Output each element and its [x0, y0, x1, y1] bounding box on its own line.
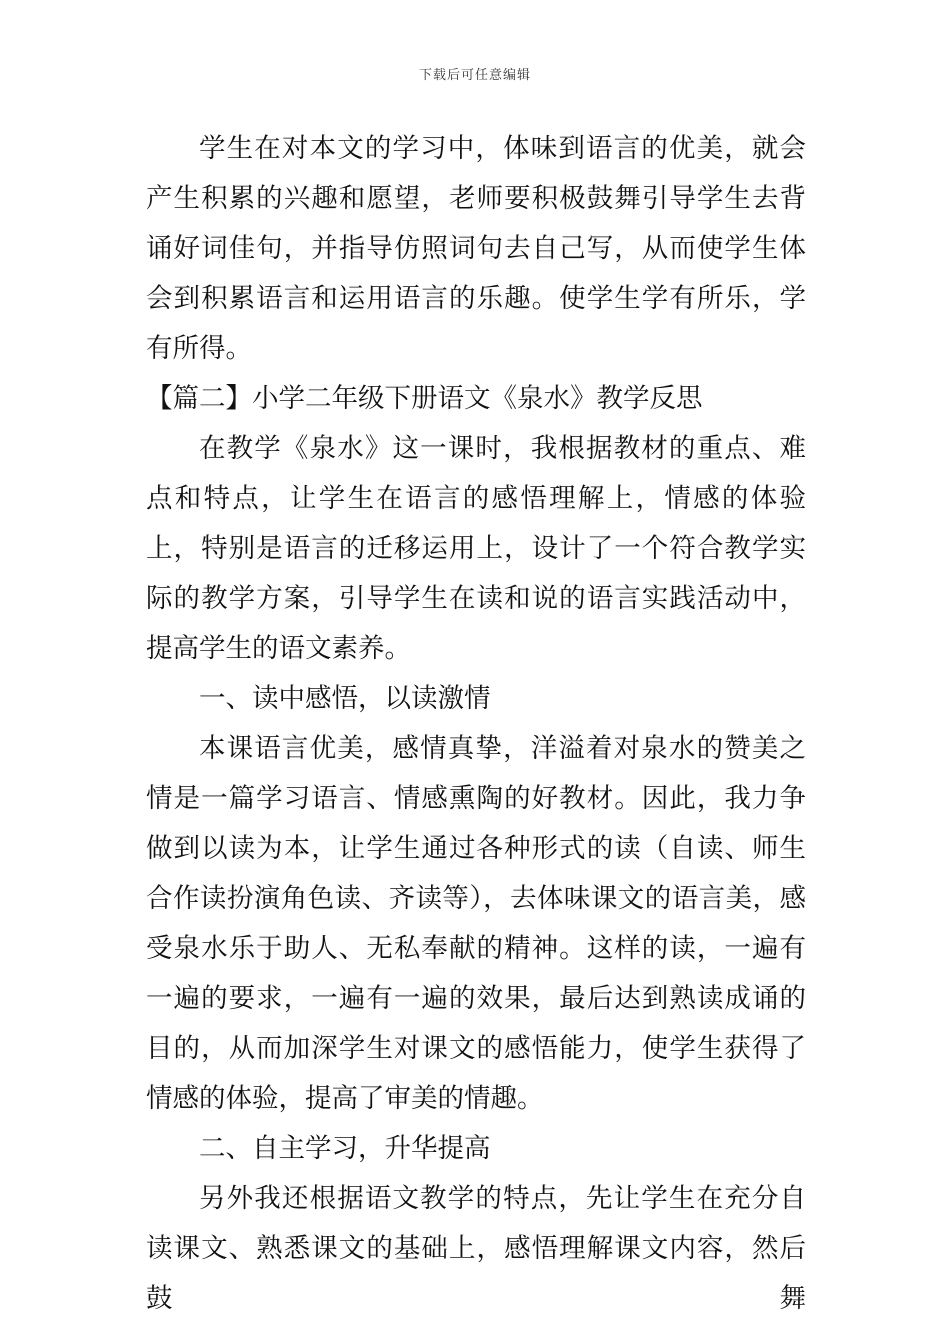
paragraph-self-study: 另外我还根据语文教学的特点，先让学生在充分自读课文、熟悉课文的基础上，感悟理解课文内容，然后鼓舞 [146, 1183, 806, 1314]
subheading-self-study: 二、自主学习，升华提高 [199, 1133, 491, 1164]
document-body [146, 124, 806, 1324]
subheading-reading: 一、读中感悟，以读激情 [199, 683, 491, 714]
paragraph-intro: 在教学《泉水》这一课时，我根据教材的重点、难点和特点，让学生在语言的感悟理解上，情感的体验上，特别是语言的迁移运用上，设计了一个符合教学实际的教学方案，引导学生在读和说的语言实践活动中，提高学生的语文素养。 [146, 433, 806, 664]
page-header: 下载后可任意编辑 [418, 68, 531, 83]
paragraph-reading: 本课语言优美，感情真挚，洋溢着对泉水的赞美之情是一篇学习语言、情感熏陶的好教材。因此，我力争做到以读为本，让学生通过各种形式的读（自读、师生合作读扮演角色读、齐读等），去体味课文的语言美，感受泉水乐于助人、无私奉献的精神。这样的读，一遍有一遍的要求，一遍有一遍的效果，最后达到熟读成诵的目的，从而加深学生对课文的感悟能力，使学生获得了情感的体验，提高了审美的情趣。 [146, 733, 806, 1114]
paragraph-accumulation: 学生在对本文的学习中，体味到语言的优美，就会产生积累的兴趣和愿望，老师要积极鼓舞引导学生去背诵好词佳句，并指导仿照词句去自己写，从而使学生体会到积累语言和运用语言的乐趣。使学生学有所乐，学有所得。 [146, 133, 806, 364]
section-title-part-two: 【篇二】小学二年级下册语文《泉水》教学反思 [146, 383, 703, 414]
